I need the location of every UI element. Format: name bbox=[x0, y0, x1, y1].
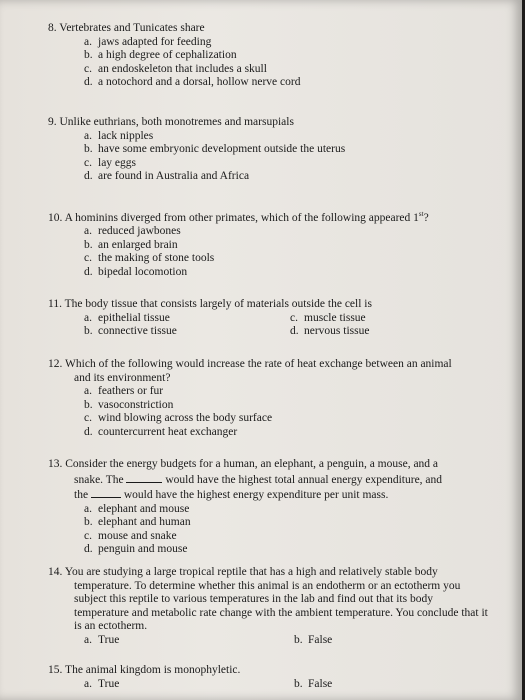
option-c[interactable]: c. an endoskeleton that includes a skull bbox=[84, 62, 267, 75]
options-list bbox=[84, 36, 300, 90]
option-a[interactable]: a. reduced jawbones bbox=[84, 225, 181, 238]
option-d[interactable]: d. are found in Australia and Africa bbox=[84, 170, 250, 182]
question-9 bbox=[48, 116, 345, 184]
question-15 bbox=[48, 664, 332, 691]
question-stem: 15. The animal kingdom is monophyletic. bbox=[48, 664, 241, 676]
question-stem: 13. Consider the energy budgets for a human, an elephant, a penguin, a mouse, and a bbox=[48, 458, 439, 470]
option-c[interactable]: c. lay eggs bbox=[84, 156, 137, 169]
question-number: 10. bbox=[48, 211, 63, 224]
option-d[interactable]: d. nervous tissue bbox=[290, 325, 370, 337]
question-stem: 11. The body tissue that consists largely of materials outside the cell is bbox=[48, 298, 372, 310]
option-b[interactable]: b. elephant and human bbox=[84, 516, 191, 528]
option-c[interactable]: c. wind blowing across the body surface bbox=[84, 412, 273, 424]
option-d[interactable]: d. penguin and mouse bbox=[84, 543, 188, 555]
question-number: 9. bbox=[48, 116, 57, 128]
options-list bbox=[84, 312, 372, 339]
option-b[interactable]: b. connective tissue bbox=[84, 325, 177, 337]
question-11 bbox=[48, 298, 372, 339]
option-false[interactable]: b. False bbox=[294, 677, 333, 690]
option-a[interactable]: a. lack nipples bbox=[84, 129, 154, 142]
option-a[interactable]: a. feathers or fur bbox=[84, 385, 164, 397]
option-d[interactable]: d. countercurrent heat exchanger bbox=[84, 425, 238, 438]
question-number: 14. bbox=[48, 566, 63, 578]
question-number: 13. bbox=[48, 458, 63, 470]
option-d[interactable]: d. a notochord and a dorsal, hollow nerve cord bbox=[84, 76, 301, 88]
question-12 bbox=[48, 358, 468, 439]
option-c[interactable]: c. mouse and snake bbox=[84, 529, 177, 542]
fill-in-blank[interactable] bbox=[91, 487, 121, 498]
option-b[interactable]: b. vasoconstriction bbox=[84, 398, 174, 411]
option-a[interactable]: a. elephant and mouse bbox=[84, 502, 190, 515]
options-list bbox=[84, 503, 442, 557]
question-stem: 8. Vertebrates and Tunicates share bbox=[48, 22, 205, 34]
option-d[interactable]: d. bipedal locomotion bbox=[84, 265, 188, 278]
option-b[interactable]: b. a high degree of cephalization bbox=[84, 49, 237, 61]
question-number: 8. bbox=[48, 22, 57, 34]
option-b[interactable]: b. have some embryonic development outside the uterus bbox=[84, 143, 346, 155]
option-c[interactable]: c. the making of stone tools bbox=[84, 252, 215, 265]
option-a[interactable]: a. epithelial tissue bbox=[84, 311, 170, 324]
option-false[interactable]: b. False bbox=[294, 633, 333, 646]
options-list bbox=[84, 385, 468, 439]
option-a[interactable]: a. jaws adapted for feeding bbox=[84, 35, 212, 48]
option-true[interactable]: a. True bbox=[84, 633, 120, 646]
options-list bbox=[84, 634, 488, 648]
question-stem: 14. You are studying a large tropical reptile that has a high and relatively stable body temperature. To determine whether this animal is an endotherm or an ectotherm you subject this reptile to various temperatures in the lab and find out that its body temperature and metabolic rate change with the ambient temperature. You conclude that it is an ectotherm. bbox=[48, 566, 488, 632]
question-stem: 10. A hominins diverged from other primates, which of the following appeared 1st? bbox=[48, 210, 429, 224]
options-list bbox=[84, 225, 429, 279]
option-true[interactable]: a. True bbox=[84, 677, 120, 690]
option-c[interactable]: c. muscle tissue bbox=[290, 311, 366, 324]
question-8 bbox=[48, 22, 300, 90]
question-stem: 12. Which of the following would increase the rate of heat exchange between an animal and its environment? bbox=[48, 358, 452, 384]
options-list bbox=[84, 678, 332, 692]
question-stem: 9. Unlike euthrians, both monotremes and marsupials bbox=[48, 116, 294, 128]
question-number: 11. bbox=[48, 298, 62, 310]
question-13: 13. Consider the energy budgets for a human, an elephant, a penguin, a mouse, and a snake. The would have the highest total annual energy expenditure, and the would have the highest energy expenditure per unit mass. a. elephant and mouse b. elephant and human c. mouse and snake d. penguin and mouse bbox=[48, 458, 443, 555]
options-list bbox=[84, 130, 345, 184]
option-b[interactable]: b. an enlarged brain bbox=[84, 238, 178, 251]
question-10 bbox=[48, 208, 429, 279]
question-number: 15. bbox=[48, 664, 63, 676]
question-number: 12. bbox=[48, 358, 63, 370]
fill-in-blank[interactable] bbox=[126, 472, 162, 483]
question-14 bbox=[48, 566, 488, 647]
